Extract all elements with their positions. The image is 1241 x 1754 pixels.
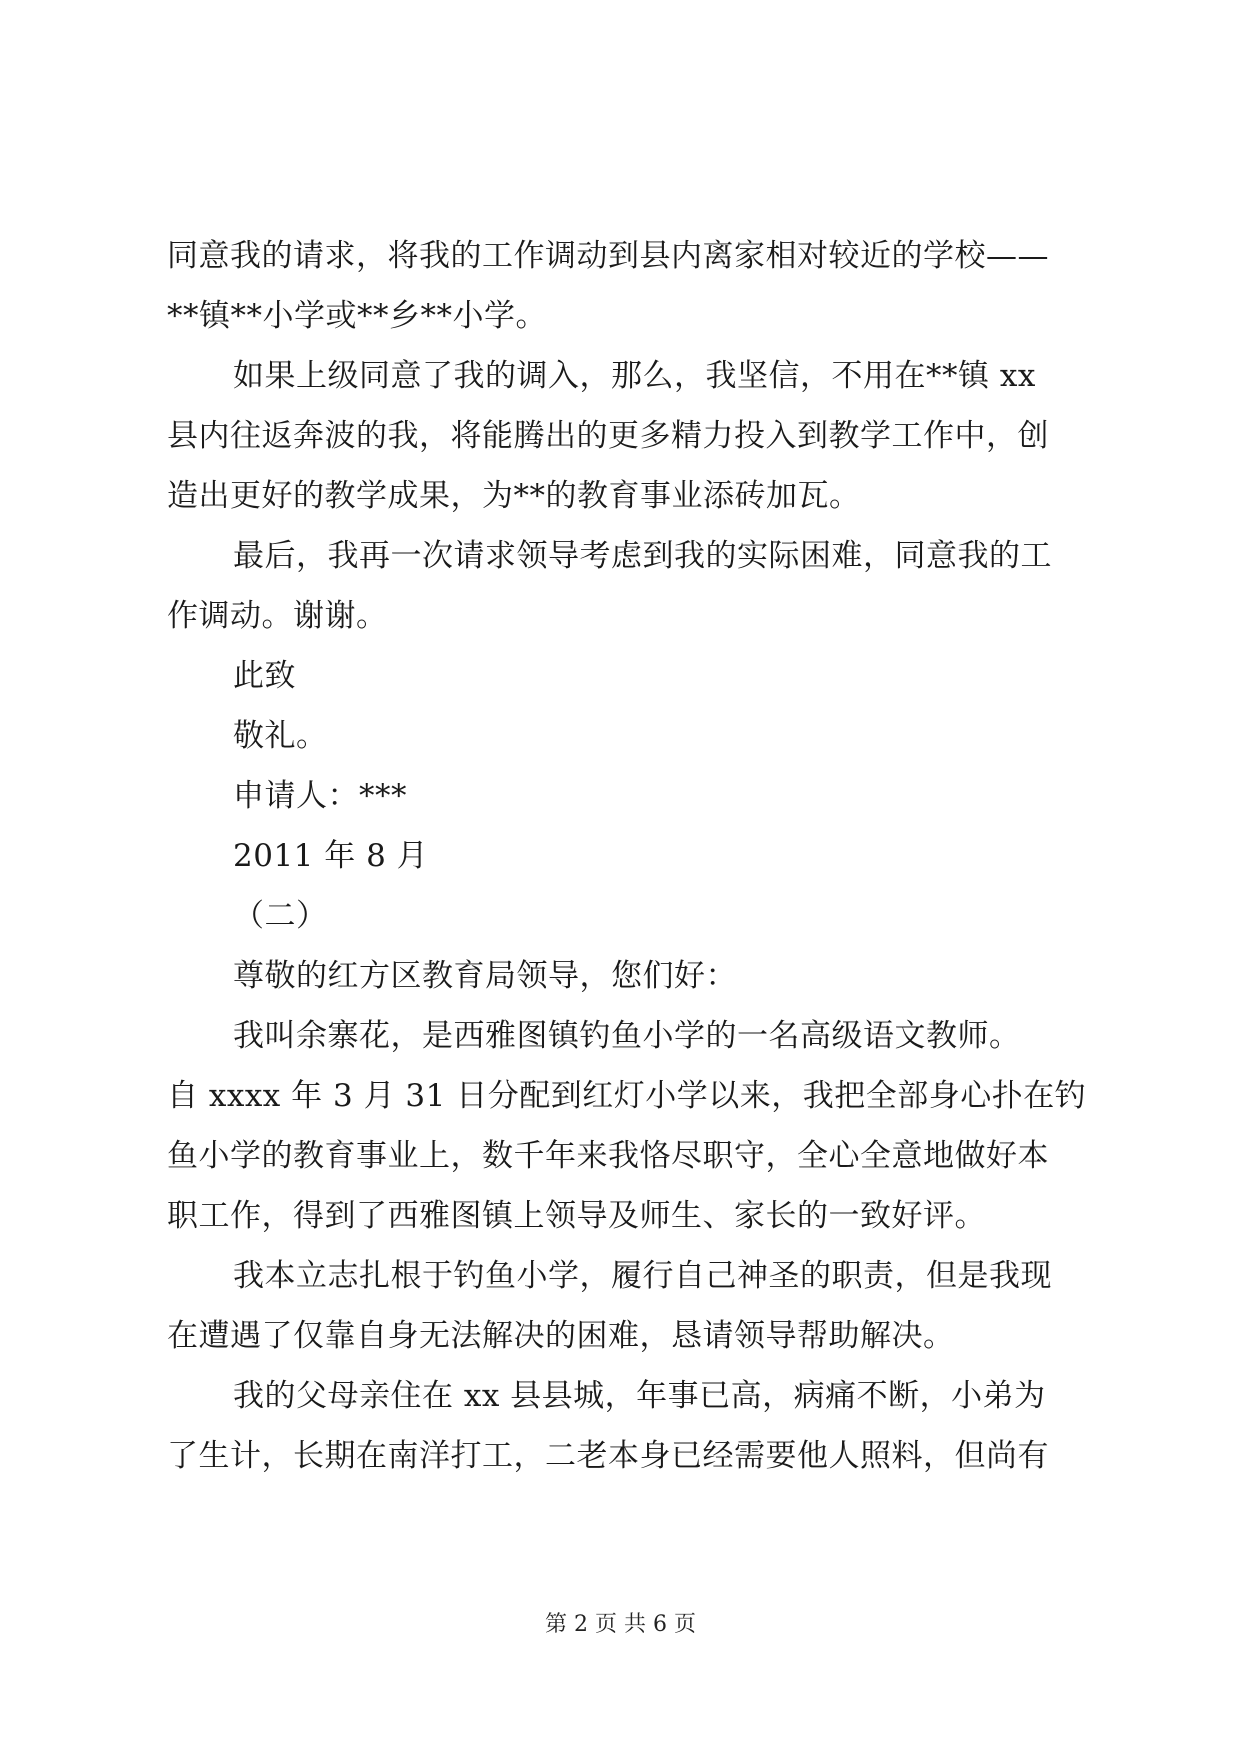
- letter-greeting: 尊敬的红方区教育局领导，您们好：: [233, 958, 737, 994]
- applicant-signature: 申请人：***: [233, 778, 407, 814]
- text-line: 县内往返奔波的我，将能腾出的更多精力投入到教学工作中，创: [167, 418, 1049, 454]
- text-line: 职工作，得到了西雅图镇上领导及师生、家长的一致好评。: [167, 1198, 986, 1234]
- paragraph-start-line: 我叫余寨花，是西雅图镇钓鱼小学的一名高级语文教师。: [233, 1018, 1021, 1054]
- closing-regards: 敬礼。: [233, 718, 328, 754]
- page-footer: [0, 1610, 1241, 1640]
- text-line: 同意我的请求，将我的工作调动到县内离家相对较近的学校——: [167, 238, 1049, 274]
- paragraph-start-line: 我本立志扎根于钓鱼小学，履行自己神圣的职责，但是我现: [233, 1258, 1052, 1294]
- paragraph-start-line: 如果上级同意了我的调入，那么，我坚信，不用在**镇 xx: [233, 358, 1036, 394]
- letter-date: 2011 年 8 月: [233, 838, 429, 874]
- paragraph-start-line: 我的父母亲住在 xx 县县城，年事已高，病痛不断，小弟为: [233, 1378, 1046, 1414]
- text-line: 造出更好的教学成果，为**的教育事业添砖加瓦。: [167, 478, 861, 514]
- paragraph-start-line: 最后，我再一次请求领导考虑到我的实际困难，同意我的工: [233, 538, 1052, 574]
- document-body: [167, 226, 1087, 1486]
- text-line: 了生计，长期在南洋打工，二老本身已经需要他人照料，但尚有: [167, 1438, 1049, 1474]
- text-line: 鱼小学的教育事业上，数千年来我恪尽职守，全心全意地做好本: [167, 1138, 1049, 1174]
- section-heading: （二）: [233, 898, 328, 934]
- page-indicator: 第 2 页 共 6 页: [545, 1612, 696, 1637]
- text-line: 作调动。谢谢。: [167, 598, 388, 634]
- closing-salutation: 此致: [233, 658, 296, 694]
- text-line: 在遭遇了仅靠自身无法解决的困难，恳请领导帮助解决。: [167, 1318, 955, 1354]
- text-line: 自 xxxx 年 3 月 31 日分配到红灯小学以来，我把全部身心扑在钓: [167, 1078, 1087, 1114]
- text-line: **镇**小学或**乡**小学。: [167, 298, 547, 334]
